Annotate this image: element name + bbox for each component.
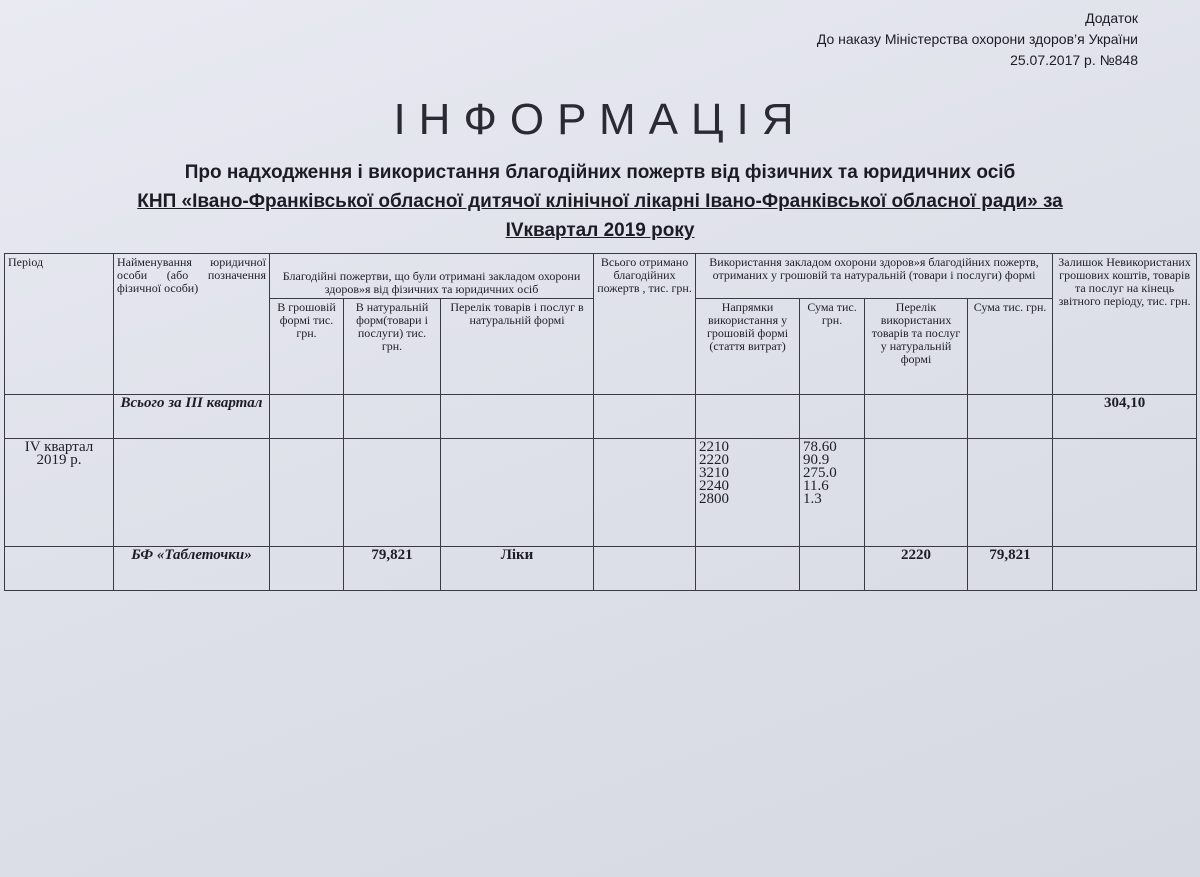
expense-article: 2220 bbox=[699, 452, 730, 468]
empty-cell bbox=[441, 439, 594, 547]
empty-cell bbox=[1053, 439, 1197, 547]
fund-natural-amount: 79,821 bbox=[344, 547, 441, 591]
quarter-period: IV квартал 2019 р. bbox=[5, 439, 114, 547]
empty-cell bbox=[800, 395, 865, 439]
fund-name: БФ «Таблеточки» bbox=[114, 547, 270, 591]
appendix-line: До наказу Міністерства охорони здоров’я України bbox=[816, 31, 1138, 47]
empty-cell bbox=[968, 439, 1053, 547]
subtitle-line: IVквартал 2019 року bbox=[505, 220, 695, 241]
expense-sum: 275.0 bbox=[803, 465, 837, 481]
empty-cell bbox=[594, 439, 696, 547]
empty-cell bbox=[696, 395, 800, 439]
document-subtitle bbox=[60, 158, 1140, 245]
table-row-total bbox=[5, 395, 1197, 439]
empty-cell bbox=[270, 547, 344, 591]
expense-article: 3210 bbox=[699, 465, 730, 481]
header-total-received: Всього отримано благодійних пожертв , тис. грн. bbox=[594, 254, 696, 395]
subtitle-line: Про надходження і використання благодійних пожертв від фізичних та юридичних осіб bbox=[184, 162, 1016, 183]
empty-cell bbox=[344, 395, 441, 439]
fund-article: 2220 bbox=[865, 547, 968, 591]
header-received-group: Благодійні пожертви, що були отримані закладом охорони здоров»я від фізичних та юридичних осіб bbox=[270, 254, 594, 299]
donations-table bbox=[4, 253, 1197, 591]
subtitle-line: КНП «Івано-Франківської обласної дитячої клінічної лікарні Івано-Франківської обласної ради» за bbox=[137, 191, 1063, 212]
empty-cell bbox=[594, 395, 696, 439]
empty-cell bbox=[800, 547, 865, 591]
empty-cell bbox=[441, 395, 594, 439]
header-usage-sum-2: Сума тис. грн. bbox=[968, 299, 1053, 395]
expense-article: 2800 bbox=[699, 491, 730, 507]
empty-cell bbox=[865, 395, 968, 439]
total-remainder: 304,10 bbox=[1053, 395, 1197, 439]
expense-articles bbox=[696, 439, 800, 547]
empty-cell bbox=[344, 439, 441, 547]
document-title: ІНФОРМАЦІЯ bbox=[393, 95, 807, 144]
fund-goods-list: Ліки bbox=[441, 547, 594, 591]
header-usage-directions: Напрямки використання у грошовій формі (стаття витрат) bbox=[696, 299, 800, 395]
expense-sum: 1.3 bbox=[803, 491, 822, 507]
expense-article: 2210 bbox=[699, 439, 730, 455]
empty-cell bbox=[968, 395, 1053, 439]
table-row-quarter bbox=[5, 439, 1197, 547]
empty-cell bbox=[5, 395, 114, 439]
empty-cell bbox=[270, 439, 344, 547]
empty-cell bbox=[270, 395, 344, 439]
header-usage-sum: Сума тис. грн. bbox=[800, 299, 865, 395]
table-row-fund bbox=[5, 547, 1197, 591]
header-row bbox=[5, 254, 1197, 299]
appendix-line: 25.07.2017 р. №848 bbox=[1010, 52, 1138, 68]
header-name: Найменування юридичної особи (або позначення фізичної особи) bbox=[114, 254, 270, 395]
expense-sum: 78.60 bbox=[803, 439, 837, 455]
header-usage-list: Перелік використаних товарів та послуг у натуральній формі bbox=[865, 299, 968, 395]
empty-cell bbox=[114, 439, 270, 547]
empty-cell bbox=[696, 547, 800, 591]
empty-cell bbox=[1053, 547, 1197, 591]
fund-usage-sum: 79,821 bbox=[968, 547, 1053, 591]
expense-sum: 11.6 bbox=[803, 478, 829, 494]
header-received-list: Перелік товарів і послуг в натуральній формі bbox=[441, 299, 594, 395]
appendix-note bbox=[817, 8, 1138, 71]
empty-cell bbox=[594, 547, 696, 591]
header-usage-group: Використання закладом охорони здоров»я благодійних пожертв, отриманих у грошовій та натуральній (товари і послуги) формі bbox=[696, 254, 1053, 299]
expense-sums bbox=[800, 439, 865, 547]
empty-cell bbox=[5, 547, 114, 591]
expense-sum: 90.9 bbox=[803, 452, 830, 468]
header-remainder: Залишок Невикористаних грошових коштів, товарів та послуг на кінець звітного періоду, тис. грн. bbox=[1053, 254, 1197, 395]
header-received-money: В грошовій формі тис. грн. bbox=[270, 299, 344, 395]
header-period: Період bbox=[5, 254, 114, 395]
appendix-line: Додаток bbox=[1085, 10, 1138, 26]
expense-article: 2240 bbox=[699, 478, 730, 494]
header-received-natural: В натуральній форм(товари і послуги) тис. грн. bbox=[344, 299, 441, 395]
empty-cell bbox=[865, 439, 968, 547]
total-label: Всього за III квартал bbox=[114, 395, 270, 439]
